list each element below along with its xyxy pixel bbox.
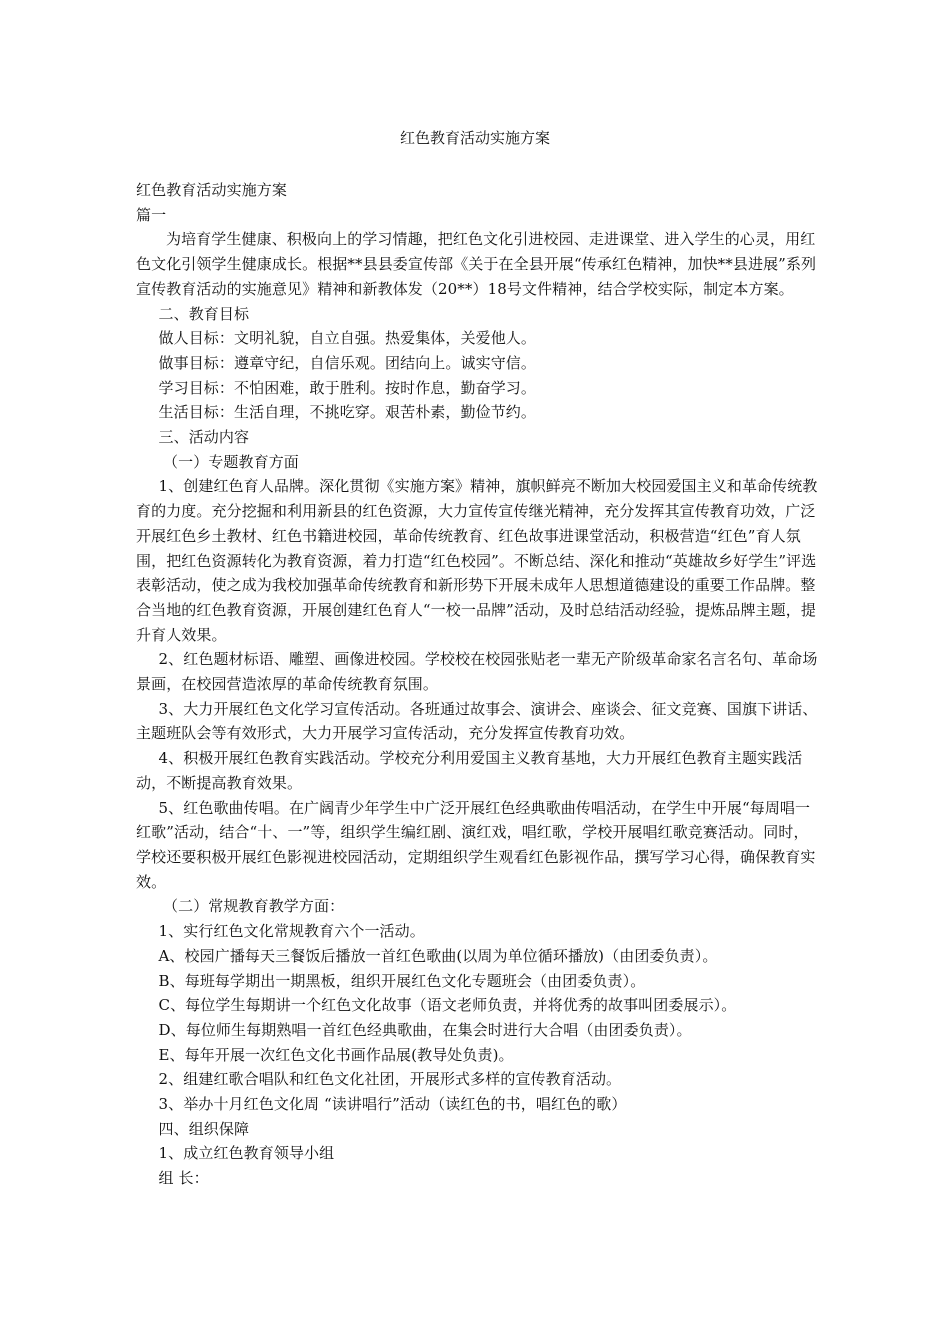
paragraph: 为培育学生健康、积极向上的学习情趣，把红色文化引进校园、走进课堂、进入学生的心灵，用红色文化引领学生健康成长。根据**县县委宣传部《关于在全县开展“传承红色精神，加快**县进展”系列宣传教育活动的实施意见》精神和新教体发（20**）18号文件精神，结合学校实际，制定本方案。 <box>136 230 817 298</box>
paragraph: 4、积极开展红色教育实践活动。学校充分利用爱国主义教育基地，大力开展红色教育主题实践活动，不断提高教育效果。 <box>136 749 803 792</box>
paragraph: 二、教育目标 <box>158 304 250 323</box>
paragraph: 1、成立红色教育领导小组 <box>158 1144 335 1163</box>
paragraph: 三、活动内容 <box>158 428 250 447</box>
paragraph: 2、组建红歌合唱队和红色文化社团，开展形式多样的宣传教育活动。 <box>158 1070 622 1089</box>
paragraph: C、每位学生每期讲一个红色文化故事（语文老师负责，并将优秀的故事叫团委展示）。 <box>158 996 737 1015</box>
paragraph: D、每位师生每期熟唱一首红色经典歌曲，在集会时进行大合唱（由团委负责）。 <box>158 1020 692 1039</box>
paragraph: （二）常规教育教学方面： <box>163 897 345 916</box>
document-body <box>136 178 818 1191</box>
paragraph: 2、红色题材标语、雕塑、画像进校园。学校校在校园张贴老一辈无产阶级革命家名言名句、革命场景画，在校园营造浓厚的革命传统教育氛围。 <box>136 650 818 694</box>
paragraph: 3、举办十月红色文化周 “读讲唱行”活动（读红色的书，唱红色的歌） <box>158 1095 627 1114</box>
document-title: 红色教育活动实施方案 <box>399 129 550 147</box>
paragraph: 做人目标：文明礼貌，自立自强。热爱集体，关爱他人。 <box>158 329 537 348</box>
paragraph: 1、创建红色育人品牌。深化贯彻《实施方案》精神，旗帜鲜亮不断加大校园爱国主义和革命传统教育的力度。充分挖掘和利用新县的红色资源，大力宣传宣传继光精神，充分发挥其宣传教育功效，广泛开展红色乡土教材、红色书籍进校园，革命传统教育、红色故事进课堂活动，积极营造“红色”育人氛围，把红色资源转化为教育资源，着力打造“红色校园”。不断总结、深化和推动“英雄故乡好学生”评选表彰活动，使之成为我校加强革命传统教育和新形势下开展未成年人思想道德建设的重要工作品牌。整合当地的红色教育资源，开展创建红色育人“一校一品牌”活动，及时总结活动经验，提炼品牌主题，提升育人效果。 <box>136 477 818 644</box>
paragraph: B、每班每学期出一期黑板，组织开展红色文化专题班会（由团委负责）。 <box>158 971 646 990</box>
paragraph: （一）专题教育方面 <box>163 452 299 471</box>
paragraph: 学习目标：不怕困难，敢于胜利。按时作息，勤奋学习。 <box>158 378 537 397</box>
paragraph: E、每年开展一次红色文化书画作品展(教导处负责)。 <box>158 1045 514 1064</box>
paragraph: 四、组织保障 <box>158 1119 250 1138</box>
paragraph: 组 长： <box>158 1169 209 1188</box>
paragraph: 做事目标：遵章守纪，自信乐观。团结向上。诚实守信。 <box>158 353 537 372</box>
paragraph: 1、实行红色文化常规教育六个一活动。 <box>158 922 425 941</box>
paragraph: 红色教育活动实施方案 <box>136 181 288 199</box>
paragraph: 3、大力开展红色文化学习宣传活动。各班通过故事会、演讲会、座谈会、征文竞赛、国旗下讲话、主题班队会等有效形式，大力开展学习宣传活动，充分发挥宣传教育功效。 <box>136 699 818 743</box>
paragraph: 5、红色歌曲传唱。在广阔青少年学生中广泛开展红色经典歌曲传唱活动，在学生中开展“每周唱一红歌”活动，结合“十、一”等，组织学生编红剧、演红戏，唱红歌，学校开展唱红歌竞赛活动。同时，学校还要积极开展红色影视进校园活动，定期组织学生观看红色影视作品，撰写学习心得，确保教育实效。 <box>136 798 816 891</box>
paragraph: A、校园广播每天三餐饭后播放一首红色歌曲(以周为单位循环播放)（由团委负责）。 <box>158 946 718 965</box>
paragraph: 生活目标：生活自理，不挑吃穿。艰苦朴素，勤俭节约。 <box>158 403 537 422</box>
paragraph: 篇一 <box>136 205 167 224</box>
